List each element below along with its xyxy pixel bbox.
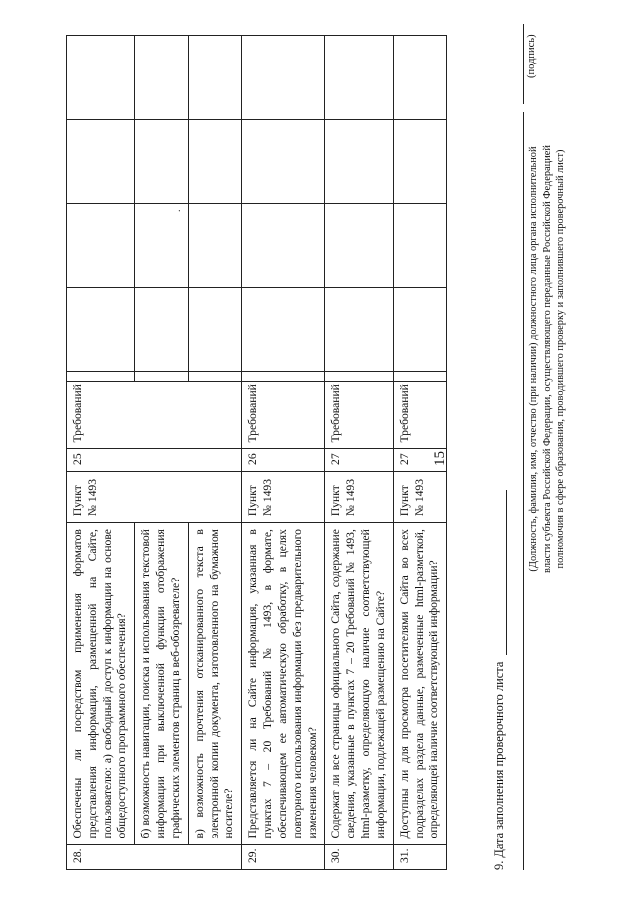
row-number: 30. xyxy=(325,845,393,870)
answer-cell[interactable] xyxy=(67,120,135,204)
question-text: Представляется ли на Сайте информация, указанная в пунктах 7 – 20 Требований № 1493, в формате, обеспечивающем ее автоматическую обработку, в целях повторного использования информации без предварительного изменения человеком? xyxy=(242,523,325,845)
answer-cell[interactable] xyxy=(67,203,135,287)
answer-cell[interactable] xyxy=(325,120,393,204)
answer-cell[interactable] xyxy=(242,203,325,287)
table-row-29 xyxy=(242,36,325,870)
answer-cell[interactable] xyxy=(393,120,446,204)
question-text: Доступны ли для просмотра посетителями Сайта во всех подразделах раздела данные, размеченные html-разметкой, определяющей наличие соответствующей информации? xyxy=(393,523,446,845)
document-cell: Требований xyxy=(393,381,446,449)
answer-cell[interactable] xyxy=(325,203,393,287)
answer-cell[interactable] xyxy=(393,287,446,371)
stray-mark: . xyxy=(172,209,183,212)
answer-cell[interactable] xyxy=(135,36,188,120)
answer-cell[interactable] xyxy=(188,120,241,204)
question-text: Обеспечены ли посредством применения форматов представления информации, размещенной на Сайте, пользователю: а) свободный доступ к информации на основе общедоступного программного обеспечения? xyxy=(67,523,135,845)
row-number: 31. xyxy=(393,845,446,870)
question-text: б) возможность навигации, поиска и использования текстовой информации при выключенной функции отображения графических элементов страниц в веб-обозревателе? xyxy=(135,523,188,845)
point-cell: 26 xyxy=(242,449,325,472)
question-text: Содержат ли все страницы официального Сайта, содержание сведения, указанные в пунктах 7 – 20 Требований № 1493, html-разметку, определяющую наличие соответствующей информации, подлежащей размещению на Сайте? xyxy=(325,523,393,845)
answer-cell[interactable] xyxy=(325,371,393,381)
answer-cell[interactable] xyxy=(135,203,188,287)
row-number: 28. xyxy=(67,845,242,870)
answer-cell[interactable] xyxy=(67,371,135,381)
document-cell: Требований xyxy=(67,381,242,449)
question-text: в) возможность прочтения отсканированного текста в электронной копии документа, изготовленного на бумажном носителе? xyxy=(188,523,241,845)
answer-cell[interactable] xyxy=(67,36,135,120)
table-row-30 xyxy=(325,36,393,870)
reference-cell: Пункт № 1493 xyxy=(393,471,446,522)
document-cell: Требований xyxy=(242,381,325,449)
table-row-28a xyxy=(67,36,135,870)
answer-cell[interactable] xyxy=(325,287,393,371)
table-row-31 xyxy=(393,36,446,870)
answer-cell[interactable] xyxy=(242,287,325,371)
answer-cell[interactable] xyxy=(135,120,188,204)
page-number: 15 xyxy=(432,451,448,466)
date-line xyxy=(492,490,507,870)
signature-line[interactable] xyxy=(523,24,524,104)
answer-cell[interactable] xyxy=(393,371,446,381)
reference-cell: Пункт № 1493 xyxy=(242,471,325,522)
date-label: 9. Дата заполнения проверочного листа xyxy=(492,661,506,870)
answer-cell[interactable] xyxy=(325,36,393,120)
answer-cell[interactable] xyxy=(135,371,188,381)
answer-cell[interactable] xyxy=(67,287,135,371)
answer-cell[interactable] xyxy=(188,36,241,120)
point-cell: 27 xyxy=(393,449,446,472)
answer-cell[interactable] xyxy=(188,287,241,371)
answer-cell[interactable] xyxy=(242,36,325,120)
point-cell: 27 xyxy=(325,449,393,472)
answer-cell[interactable] xyxy=(188,371,241,381)
answer-cell[interactable] xyxy=(242,120,325,204)
answer-cell[interactable] xyxy=(393,203,446,287)
reference-cell: Пункт № 1493 xyxy=(325,471,393,522)
answer-cell[interactable] xyxy=(135,287,188,371)
signature-caption: (подпись) xyxy=(526,34,537,78)
answer-cell[interactable] xyxy=(393,36,446,120)
reference-cell: Пункт № 1493 xyxy=(67,471,242,522)
answer-cell[interactable] xyxy=(188,203,241,287)
answer-cell[interactable] xyxy=(242,371,325,381)
official-caption: (Должность, фамилия, имя, отчество (при наличии) должностного лица органа исполнительной власти субъекта Российской Федерации, осуществляющего переданные Российской Федерацией полномочия в сфере образования, проводившего проверку и заполнившего проверочный лист) xyxy=(528,145,567,573)
checklist-table xyxy=(66,35,447,870)
document-cell: Требований xyxy=(325,381,393,449)
row-number: 29. xyxy=(242,845,325,870)
point-cell: 25 xyxy=(67,449,242,472)
name-signature-line[interactable] xyxy=(523,112,524,870)
date-input-line[interactable] xyxy=(494,490,507,655)
